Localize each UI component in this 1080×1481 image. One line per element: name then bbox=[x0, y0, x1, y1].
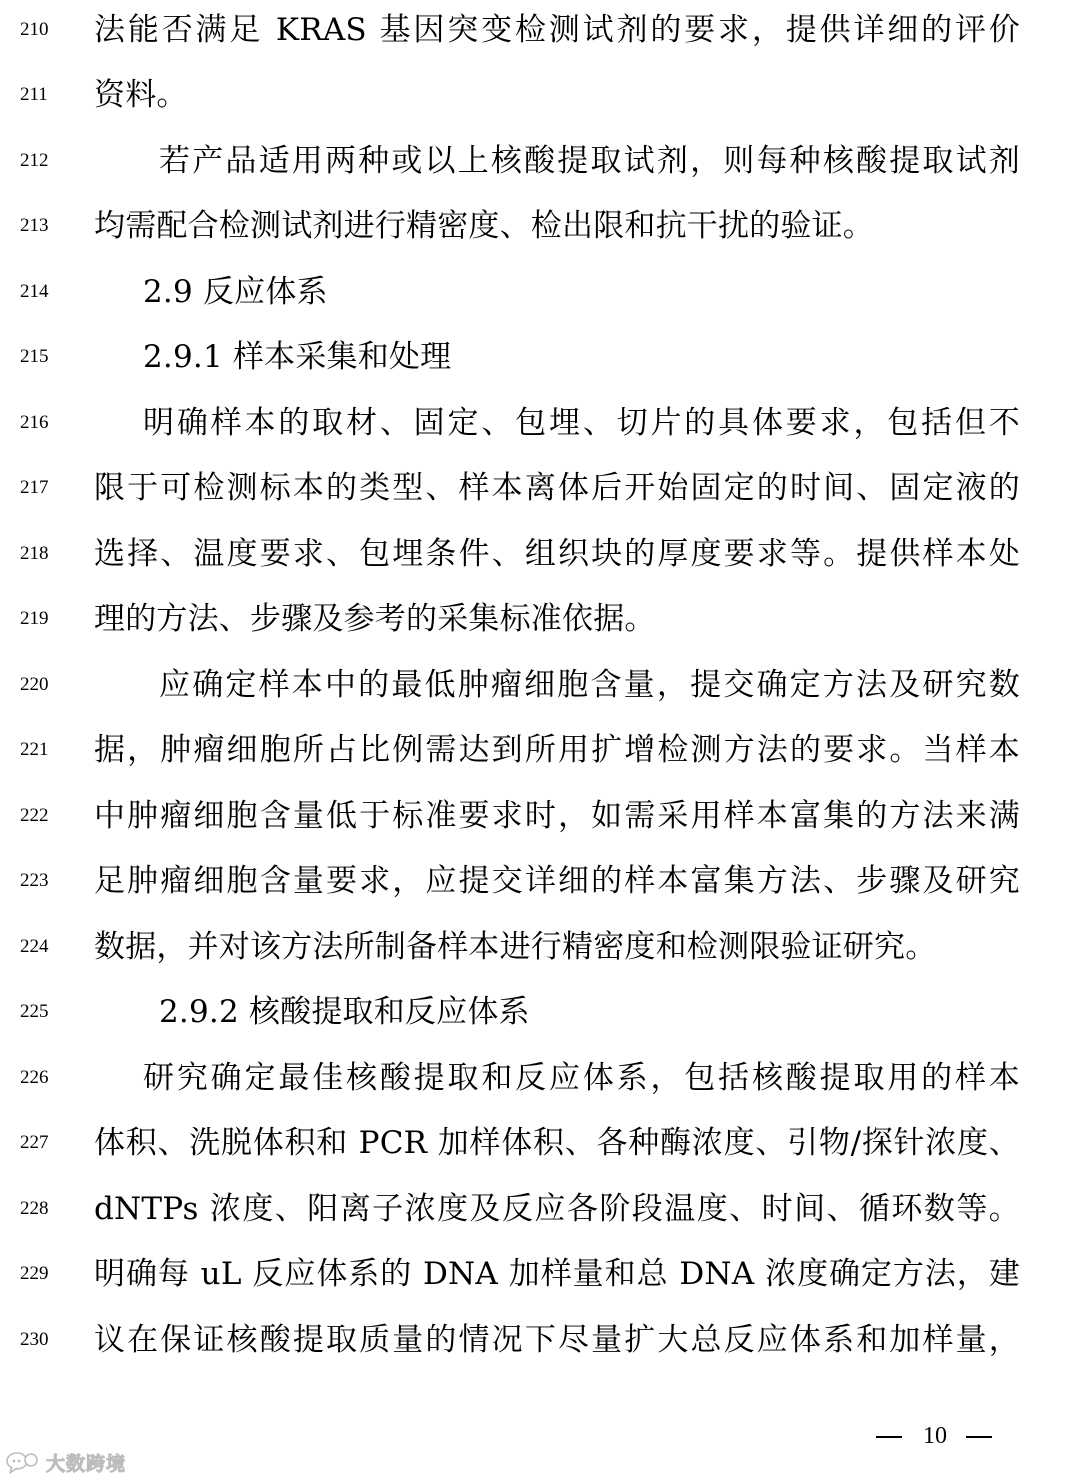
line-number: 224 bbox=[20, 936, 49, 957]
line-text: 选择、温度要求、包埋条件、组织块的厚度要求等。提供样本处 bbox=[94, 536, 1020, 572]
line-number: 215 bbox=[20, 346, 49, 367]
document-line bbox=[0, 262, 1080, 328]
document-line bbox=[0, 786, 1080, 852]
document-line bbox=[0, 655, 1080, 721]
line-number: 217 bbox=[20, 477, 49, 498]
document-line bbox=[0, 851, 1080, 917]
page-footer bbox=[870, 1420, 1000, 1454]
line-text: 据，肿瘤细胞所占比例需达到所用扩增检测方法的要求。当样本 bbox=[94, 732, 1020, 768]
line-number: 226 bbox=[20, 1067, 49, 1088]
document-line bbox=[0, 1179, 1080, 1245]
document-line bbox=[0, 327, 1080, 393]
document-line bbox=[0, 917, 1080, 983]
line-text: 明确每 uL 反应体系的 DNA 加样量和总 DNA 浓度确定方法，建 bbox=[94, 1256, 1020, 1292]
line-number: 211 bbox=[20, 84, 48, 105]
line-number: 222 bbox=[20, 805, 49, 826]
document-line bbox=[0, 458, 1080, 524]
line-number: 218 bbox=[20, 543, 49, 564]
line-number: 227 bbox=[20, 1132, 49, 1153]
line-number: 223 bbox=[20, 870, 49, 891]
line-text: 研究确定最佳核酸提取和反应体系，包括核酸提取用的样本 bbox=[143, 1060, 1020, 1096]
line-number: 214 bbox=[20, 281, 49, 302]
section-heading: 2.9.2 核酸提取和反应体系 bbox=[159, 994, 530, 1030]
document-line bbox=[0, 524, 1080, 590]
line-text: 应确定样本中的最低肿瘤细胞含量，提交确定方法及研究数 bbox=[159, 667, 1020, 703]
line-text: 体积、洗脱体积和 PCR 加样体积、各种酶浓度、引物/探针浓度、 bbox=[94, 1125, 1020, 1161]
line-number: 229 bbox=[20, 1263, 49, 1284]
watermark bbox=[4, 1446, 126, 1478]
document-line bbox=[0, 393, 1080, 459]
line-text: 资料。 bbox=[94, 77, 188, 113]
line-text: 足肿瘤细胞含量要求，应提交详细的样本富集方法、步骤及研究 bbox=[94, 863, 1020, 899]
line-text: 限于可检测标本的类型、样本离体后开始固定的时间、固定液的 bbox=[94, 470, 1020, 506]
line-number: 228 bbox=[20, 1198, 49, 1219]
watermark-text: 大数跨境 bbox=[46, 1452, 127, 1475]
line-text: 理的方法、步骤及参考的采集标准依据。 bbox=[94, 601, 656, 637]
line-number: 210 bbox=[20, 19, 49, 40]
document-line bbox=[0, 589, 1080, 655]
document-line bbox=[0, 1310, 1080, 1376]
line-number: 230 bbox=[20, 1329, 49, 1350]
line-text: 中肿瘤细胞含量低于标准要求时，如需采用样本富集的方法来满 bbox=[94, 798, 1020, 834]
document-line bbox=[0, 982, 1080, 1048]
line-number: 213 bbox=[20, 215, 49, 236]
footer-dash bbox=[876, 1436, 902, 1438]
line-number: 216 bbox=[20, 412, 49, 433]
line-number: 219 bbox=[20, 608, 49, 629]
line-number: 221 bbox=[20, 739, 49, 760]
line-text: 若产品适用两种或以上核酸提取试剂，则每种核酸提取试剂 bbox=[159, 143, 1020, 179]
line-text: 明确样本的取材、固定、包埋、切片的具体要求，包括但不 bbox=[143, 405, 1020, 441]
document-line bbox=[0, 0, 1080, 66]
document-line bbox=[0, 1244, 1080, 1310]
document-line bbox=[0, 1113, 1080, 1179]
line-text: 数据，并对该方法所制备样本进行精密度和检测限验证研究。 bbox=[94, 929, 937, 965]
section-heading: 2.9.1 样本采集和处理 bbox=[143, 339, 452, 375]
line-text: 议在保证核酸提取质量的情况下尽量扩大总反应体系和加样量， bbox=[94, 1322, 1020, 1358]
line-number: 220 bbox=[20, 674, 49, 695]
line-number: 212 bbox=[20, 150, 49, 171]
page-number: 10 bbox=[923, 1423, 947, 1449]
document-line bbox=[0, 65, 1080, 131]
line-text: dNTPs 浓度、阳离子浓度及反应各阶段温度、时间、循环数等。 bbox=[94, 1191, 1020, 1227]
document-line bbox=[0, 196, 1080, 262]
bubble-logo-icon bbox=[4, 1449, 42, 1475]
line-text: 法能否满足 KRAS 基因突变检测试剂的要求，提供详细的评价 bbox=[94, 12, 1020, 48]
line-number: 225 bbox=[20, 1001, 49, 1022]
footer-dash bbox=[966, 1436, 992, 1438]
section-heading: 2.9 反应体系 bbox=[143, 274, 328, 310]
document-line bbox=[0, 1048, 1080, 1114]
document-line bbox=[0, 131, 1080, 197]
line-text: 均需配合检测试剂进行精密度、检出限和抗干扰的验证。 bbox=[94, 208, 874, 244]
document-line bbox=[0, 720, 1080, 786]
